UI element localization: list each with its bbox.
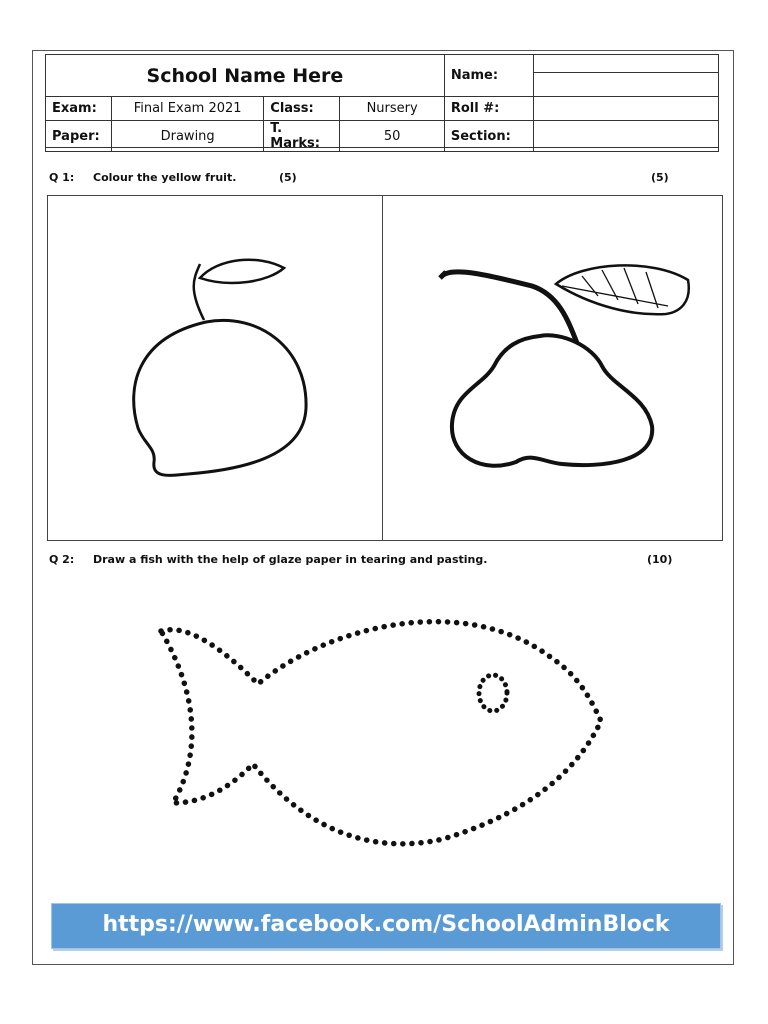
q2-text: Draw a fish with the help of glaze paper in tearing and pasting. bbox=[93, 553, 488, 566]
exam-value: Final Exam 2021 bbox=[112, 97, 264, 121]
facebook-link-banner[interactable]: https://www.facebook.com/SchoolAdminBlock bbox=[51, 903, 721, 949]
school-name: School Name Here bbox=[46, 55, 445, 97]
q1-text: Colour the yellow fruit. bbox=[93, 171, 237, 184]
dotted-fish-icon[interactable] bbox=[143, 599, 623, 859]
q1-marks-inline: (5) bbox=[279, 171, 297, 184]
name-field-line-2[interactable] bbox=[534, 73, 719, 97]
name-label: Name: bbox=[444, 55, 533, 97]
fruit-drawing-box bbox=[47, 195, 723, 541]
section-label: Section: bbox=[444, 121, 533, 152]
class-label: Class: bbox=[264, 97, 340, 121]
q1-number: Q 1: bbox=[49, 171, 75, 184]
header-table bbox=[45, 54, 719, 152]
marks-value: 50 bbox=[340, 121, 444, 152]
header-divider bbox=[45, 147, 719, 148]
paper-value: Drawing bbox=[112, 121, 264, 152]
q2-marks: (10) bbox=[647, 553, 673, 566]
exam-sheet bbox=[32, 50, 734, 965]
fruit-box-divider bbox=[382, 196, 383, 540]
roll-label: Roll #: bbox=[444, 97, 533, 121]
q1-marks: (5) bbox=[651, 171, 669, 184]
roll-field[interactable] bbox=[534, 97, 719, 121]
class-value: Nursery bbox=[340, 97, 444, 121]
exam-label: Exam: bbox=[46, 97, 112, 121]
marks-label: T. Marks: bbox=[264, 121, 340, 152]
pear-icon[interactable] bbox=[432, 256, 712, 486]
paper-label: Paper: bbox=[46, 121, 112, 152]
q2-number: Q 2: bbox=[49, 553, 75, 566]
mango-icon[interactable] bbox=[108, 248, 328, 488]
name-field-line-1[interactable] bbox=[534, 55, 719, 73]
